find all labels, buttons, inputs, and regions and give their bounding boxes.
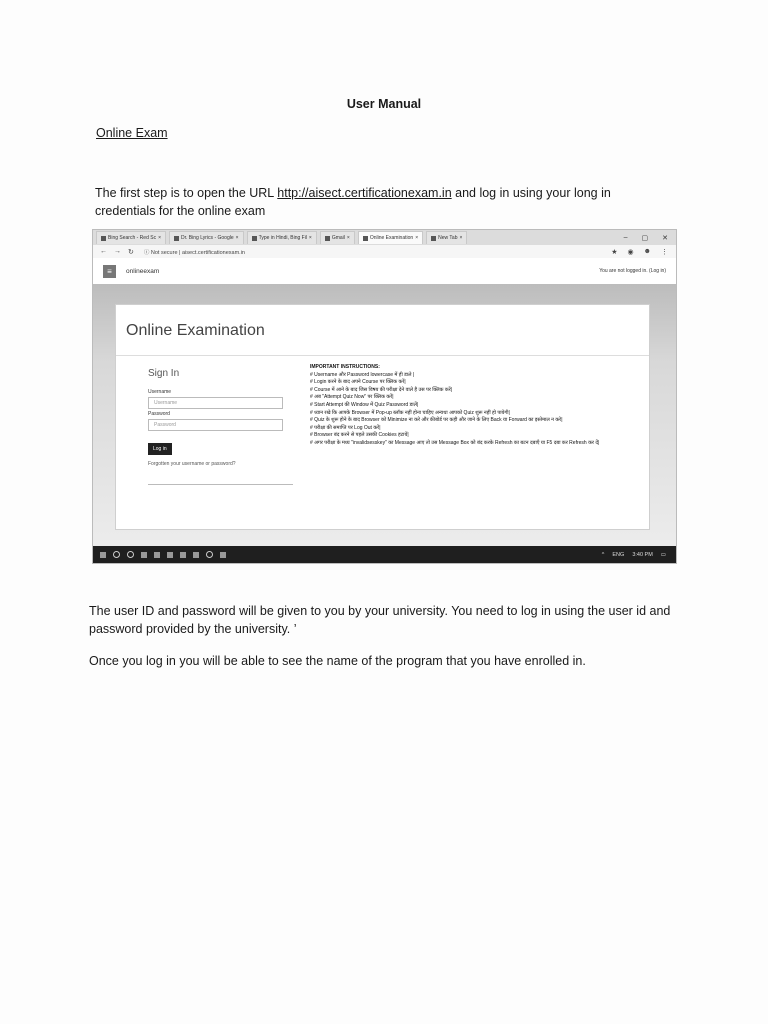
close-window-icon[interactable]: ✕ [662, 234, 668, 242]
card-title: Online Examination [126, 322, 265, 339]
system-tray [602, 552, 676, 558]
instruction-item: # Login करने के बाद अपने Course पर क्लिक करें| [310, 379, 406, 386]
card-divider [116, 355, 649, 356]
tab-close-icon[interactable]: × [346, 235, 350, 241]
edge-icon[interactable] [154, 552, 160, 558]
browser-tab-bar [93, 230, 676, 245]
tab-label: Type in Hindi, Bing Fil [258, 235, 307, 241]
search-icon[interactable] [113, 551, 120, 558]
tab-favicon-icon [325, 236, 330, 241]
password-label: Password [148, 411, 170, 417]
instructions-panel [310, 364, 640, 448]
address-url: aisect.certificationexam.in [182, 249, 245, 256]
instructions-title: IMPORTANT INSTRUCTIONS: [310, 364, 380, 370]
hamburger-menu-icon[interactable]: ≡ [103, 265, 116, 278]
tab-favicon-icon [431, 236, 436, 241]
tray-clock[interactable]: 3:40 PM [632, 551, 653, 558]
file-explorer-icon[interactable] [167, 552, 173, 558]
menu-dots-icon[interactable]: ⋮ [661, 248, 668, 256]
forward-icon[interactable]: → [114, 248, 121, 255]
task-view-icon[interactable] [141, 552, 147, 558]
login-status[interactable]: You are not logged in. (Log in) [599, 268, 666, 274]
store-icon[interactable] [180, 552, 186, 558]
password-input[interactable]: Password [148, 419, 283, 431]
info-icon: ⓘ [143, 249, 151, 256]
reload-icon[interactable]: ↻ [128, 248, 134, 256]
chrome-icon[interactable] [206, 551, 213, 558]
taskbar [93, 546, 676, 563]
address-text[interactable]: ⓘ Not secure | aisect.certificationexam.in [143, 249, 245, 256]
instruction-item: # Quiz के शुरू होने के बाद Browser को Minimize ना करे और कीबोर्ड पर कही और जाने के लिए Back या Forward का इस्तेमाल न करे| [310, 417, 563, 424]
instruction-item: # ध्यान रखे कि आपके Browser में Pop-up ब्लॉक नहीं होना चाहिए अन्यथा आपको Quiz शुरू नहीं हो पायेगी| [310, 409, 510, 416]
star-icon[interactable]: ★ [611, 248, 618, 256]
username-label: Username [148, 389, 172, 395]
extension-icon[interactable]: ◉ [627, 248, 634, 256]
tab-label: Dr. Bing Lyrics - Google [181, 235, 234, 241]
instruction-item: # अगर परीक्षा के मध्य "invalidsesskey" का Message आए तो उस Message Box को बंद करके Refresh का बटन दबाएँ या F5 दबा कर Refresh कर दें| [310, 439, 600, 446]
sign-in-divider [148, 484, 293, 485]
username-input[interactable]: Username [148, 397, 283, 409]
intro-text-a: The first step is to open the URL [95, 186, 278, 200]
sign-in-panel [148, 368, 302, 485]
security-label: Not secure [150, 249, 178, 256]
browser-tab[interactable] [96, 231, 166, 244]
minimize-icon[interactable]: – [623, 233, 628, 241]
tab-close-icon[interactable]: × [459, 235, 463, 241]
mail-icon[interactable] [193, 552, 199, 558]
doc-title: User Manual [346, 97, 422, 111]
browser-tab[interactable] [426, 231, 467, 244]
browser-actions [611, 248, 676, 256]
tab-favicon-icon [101, 236, 106, 241]
login-page-screenshot [92, 229, 677, 564]
credentials-paragraph: The user ID and password will be given to you by your university. You need to log in using the user id and password provided by the university. ’ [89, 604, 671, 636]
tab-close-icon[interactable]: × [308, 235, 312, 241]
windows-start-icon[interactable] [100, 552, 106, 558]
login-button[interactable]: Log in [148, 443, 172, 455]
instruction-item: # अब "Attempt Quiz Now" पर क्लिक करें| [310, 394, 394, 401]
app-icon[interactable] [220, 552, 226, 558]
profile-icon[interactable]: ☻ [643, 247, 651, 255]
program-paragraph: Once you log in you will be able to see the name of the program that you have enrolled in. [89, 654, 586, 668]
notification-icon[interactable]: ▭ [660, 551, 666, 558]
window-controls [624, 234, 676, 242]
sign-in-title: Sign In [148, 368, 180, 379]
cortana-icon[interactable] [127, 551, 134, 558]
section-heading: Online Exam [96, 126, 168, 140]
tray-lang[interactable]: ENG [612, 551, 625, 558]
intro-text-b: and log in using your long in credentials for the online exam [95, 186, 611, 218]
tab-label: Bing Search - Red Sc [108, 235, 157, 241]
instructions-list [310, 372, 640, 448]
instruction-item: # Course में आने के बाद जिस विषय की परीक्षा देने वाले है उस पर क्लिक करें| [310, 386, 453, 393]
tab-close-icon[interactable]: × [158, 235, 162, 241]
address-bar [93, 245, 676, 259]
tab-close-icon[interactable]: × [415, 235, 419, 241]
login-card [115, 304, 650, 530]
instruction-item: # Browser बंद करने से पहले उसकी Cookies हटायें| [310, 432, 409, 439]
tab-close-icon[interactable]: × [235, 235, 239, 241]
site-brand[interactable]: onlineexam [126, 267, 160, 275]
tab-label: New Tab [438, 235, 458, 241]
restore-icon[interactable]: ▢ [641, 234, 649, 242]
back-icon[interactable]: ← [100, 248, 107, 255]
browser-tab[interactable] [358, 231, 423, 244]
tab-favicon-icon [174, 236, 179, 241]
tab-label: Gmail [331, 235, 345, 241]
instruction-item: # परीक्षा की समाप्ति पर Log Out करें| [310, 424, 381, 431]
site-header [93, 258, 676, 284]
browser-tab[interactable] [320, 231, 355, 244]
intro-paragraph [95, 184, 655, 220]
browser-tab[interactable] [169, 231, 244, 244]
tab-favicon-icon [252, 236, 257, 241]
forgot-password-link[interactable]: Forgotten your username or password? [148, 461, 236, 467]
browser-tab[interactable] [247, 231, 317, 244]
tab-label: Online Examination [369, 235, 414, 241]
tab-favicon-icon [363, 236, 368, 241]
instruction-item: # Username और Password lowercase में ही डाले | [310, 371, 415, 378]
tray-chevron-icon[interactable]: ^ [601, 551, 605, 558]
instruction-item: # Start Attempt की Window में Quiz Password डालें| [310, 401, 419, 408]
intro-url-link[interactable]: http://aisect.certificationexam.in [277, 186, 452, 200]
